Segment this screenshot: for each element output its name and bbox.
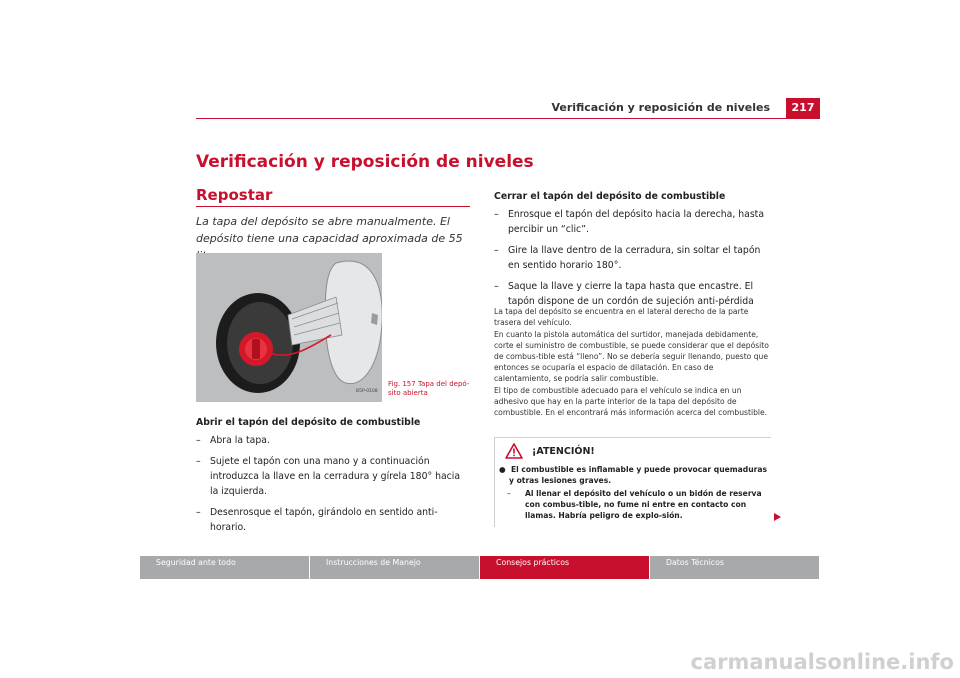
close-step: – Saque la llave y cierre la tapa hasta que encastre. El tapón dispone de un cordón de sujeción anti-pérdida (494, 281, 754, 307)
warning-box (494, 437, 771, 527)
page-number: 217 (786, 98, 820, 118)
fuel-cap-figure (196, 253, 382, 402)
warning-bullet: ● El combustible es inflamable y puede provocar quemaduras y otras lesiones graves. (499, 465, 768, 485)
paragraph: El tipo de combustible adecuado para el vehículo se indica en un adhesivo que hay en la parte interior de la tapa del depósito de combustible. En el encontrará más información acerca del combustible. (494, 386, 768, 417)
warning-title: ¡ATENCIÓN! (532, 446, 595, 457)
open-step: – Desenrosque el tapón, girándolo en sentido anti-horario. (196, 507, 438, 533)
figure-code: B5P-0108 (356, 389, 378, 394)
continue-arrow-icon (773, 512, 782, 522)
page-header (196, 98, 820, 119)
tab-datos[interactable]: Datos Técnicos (650, 556, 819, 579)
warning-body (499, 464, 769, 521)
open-step: – Abra la tapa. (196, 435, 270, 446)
warning-triangle-icon (505, 443, 523, 459)
open-step: – Sujete el tapón con una mano y a continuación introduzca la llave en la cerradura y gírela 180° hacia la izquierda. (196, 456, 461, 497)
section-title: Repostar (196, 186, 273, 204)
close-step: – Gire la llave dentro de la cerradura, sin soltar el tapón en sentido horario 180°. (494, 245, 761, 271)
close-procedure (494, 189, 770, 309)
paragraph: La tapa del depósito se encuentra en el lateral derecho de la parte trasera del vehículo. (494, 307, 749, 327)
open-procedure (196, 415, 468, 535)
section-intro: La tapa del depósito se abre manualmente. El depósito tiene una capacidad aproximada de 55 (196, 215, 463, 245)
chapter-title: Verificación y reposición de niveles (196, 152, 534, 172)
tab-consejos[interactable]: Consejos prácticos (480, 556, 649, 579)
watermark: carmanualsonline.info (690, 650, 954, 674)
tab-instrucciones[interactable]: Instrucciones de Manejo (310, 556, 479, 579)
open-heading: Abrir el tapón del depósito de combustible (196, 417, 421, 428)
body-text (494, 306, 770, 419)
footer-nav (140, 556, 820, 579)
warning-sub-item: – Al llenar el depósito del vehículo o un bidón de reserva con combus-tible, no fume ni entre en contacto con llamas. Habría peligro de explo-sión. (507, 489, 762, 520)
close-heading: Cerrar el tapón del depósito de combustible (494, 191, 726, 202)
paragraph: En cuanto la pistola automática del surtidor, manejada debidamente, corte el suministro de combustible, se puede considerar que el depósito de combus-tible está “lleno”. No se debería seguir llenando, puesto que entonces se ocuparía el espacio de dilatación. En caso de calentamiento, se podría salir combustible. (494, 330, 769, 383)
running-title: Verificación y reposición de niveles (551, 101, 770, 114)
bullet-icon: ● (499, 465, 506, 474)
fuel-filler-illustration (196, 253, 382, 402)
figure-caption: Fig. 157 Tapa del depó-sito abierta (388, 380, 470, 397)
tab-seguridad[interactable]: Seguridad ante todo (140, 556, 309, 579)
section-divider (196, 206, 470, 207)
close-step: – Enrosque el tapón del depósito hacia la derecha, hasta percibir un “clic”. (494, 209, 765, 235)
